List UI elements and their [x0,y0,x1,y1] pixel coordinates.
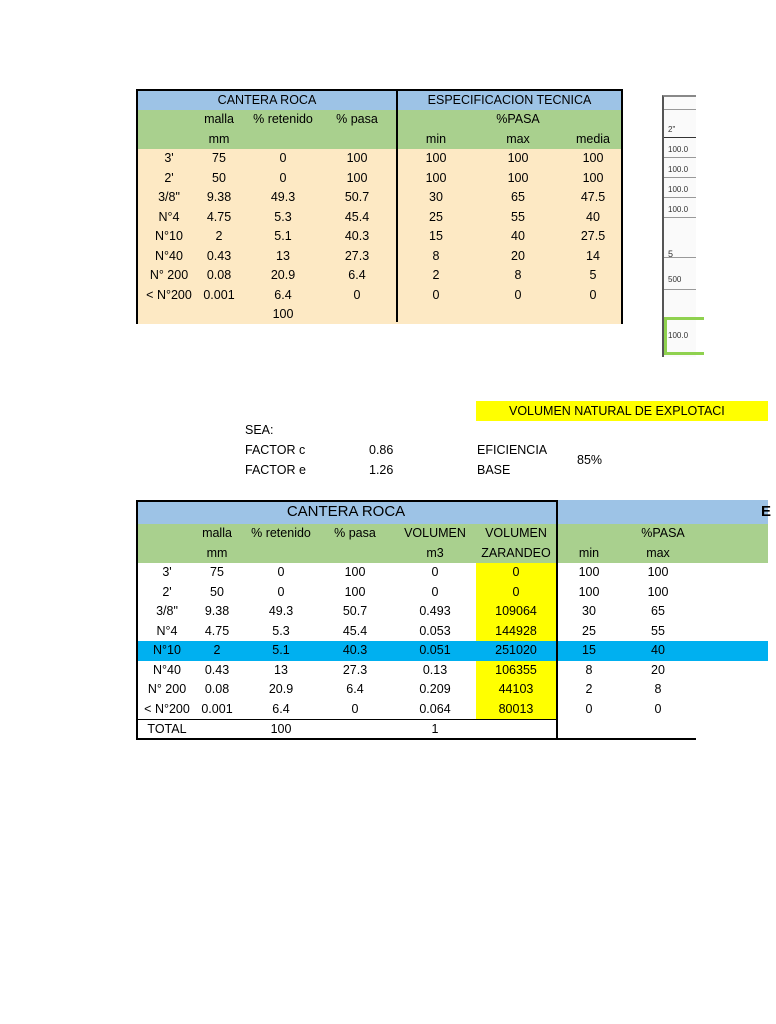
cell-max: 100 [647,565,669,579]
cell-sieve: N°40 [155,248,183,263]
image-label: 100.0 [668,185,689,194]
factor-e-label: FACTOR e [245,463,306,477]
header-m3: m3 [426,545,444,560]
cell-retenido: 5.3 [272,623,290,638]
header-zarandeo: ZARANDEO [481,545,551,560]
embedded-table-image [662,95,696,357]
cell-media: 47.5 [580,190,606,204]
cell-retenido: 0 [279,170,287,185]
base-label: BASE [477,463,511,477]
cell-retenido: 20.9 [270,268,296,282]
cell-min: 8 [432,248,440,263]
cell-min: 15 [582,643,596,657]
cell-sieve: 3' [164,151,174,165]
cell-sieve: TOTAL [147,722,187,736]
cell-pasa: 100 [346,151,368,165]
image-label: 5 [668,249,674,259]
image-label: 100.0 [668,145,689,154]
cell-min: 8 [585,662,593,677]
table2-frame [136,500,558,740]
cell-min: 25 [429,209,443,224]
cell-volumen-zarandeo: 106355 [476,661,556,681]
cell-max: 100 [507,151,529,165]
table1-header-row-2 [138,130,621,150]
cell-sieve: 2' [164,170,174,185]
header-max: max [646,545,670,560]
cell-malla-mm: 75 [212,151,226,165]
cell-pasa: 50.7 [344,190,370,204]
cell-malla-mm: 4.75 [206,209,232,224]
header-retenido: % retenido [251,526,311,540]
table2-divider [556,500,558,740]
cell-malla-mm: 50 [210,584,224,599]
cell-pasa: 27.3 [342,662,368,677]
header-mm: mm [206,545,228,560]
cell-retenido: 49.3 [270,190,296,204]
cell-retenido: 49.3 [268,604,294,618]
cell-malla-mm: 0.08 [204,682,230,696]
image-label: 100.0 [668,165,689,174]
header-pct-pasa: %PASA [496,112,540,126]
cell-min: 25 [582,623,596,638]
cell-min: 100 [425,151,447,165]
image-label: 2" [668,125,676,134]
cell-max: 55 [511,209,525,224]
table1-body [138,149,621,324]
cell-min: 100 [578,565,600,579]
table1-right-title: ESPECIFICACION TECNICA [427,93,592,107]
cell-min: 0 [585,701,593,716]
table2-right-title: E [760,503,771,520]
cell-malla-mm: 75 [210,565,224,579]
cell-sieve: N°4 [156,623,178,638]
image-label: 500 [668,275,682,284]
cell-sieve: N°10 [155,229,183,243]
cell-volumen-m3: 0.053 [419,623,451,638]
cell-sieve: < N°200 [144,701,190,716]
cell-volumen-m3: 0.493 [419,604,451,618]
cell-malla-mm: 0.08 [206,268,232,282]
efficiency-percent: 85% [577,453,603,467]
cell-max: 65 [511,190,525,204]
cell-pasa: 45.4 [344,209,370,224]
sieve-table-2 [136,500,771,740]
cell-max: 40 [511,229,525,243]
cell-pasa: 45.4 [342,623,368,638]
cell-malla-mm: 0.43 [204,662,230,677]
cell-malla-mm: 9.38 [204,604,230,618]
cell-max: 0 [514,287,522,302]
cell-max: 8 [654,682,662,696]
sea-label: SEA: [245,423,274,437]
header-volumen-m3: VOLUMEN [404,526,466,540]
header-pasa: % pasa [334,526,376,540]
cell-pasa: 50.7 [342,604,368,618]
cell-volumen-m3: 0 [431,584,439,599]
header-malla: malla [202,526,232,540]
cell-pasa: 100 [346,170,368,185]
volume-banner: VOLUMEN NATURAL DE EXPLOTACI [476,401,768,421]
cell-max: 40 [651,643,665,657]
cell-volumen-m3: 0.051 [419,643,451,657]
cell-volumen-zarandeo: 144928 [476,622,556,642]
cell-volumen-zarandeo: 0 [476,583,556,603]
cell-malla-mm: 2 [213,643,221,657]
cell-sieve: 3' [162,565,172,579]
cell-max: 0 [654,701,662,716]
header-max: max [506,131,530,146]
cell-min: 0 [432,287,440,302]
cell-volumen-zarandeo: 80013 [476,700,556,720]
table-row [138,305,621,325]
table-row [138,286,621,306]
table-row [138,169,621,189]
cell-sieve: N°10 [153,643,181,657]
cell-volumen-zarandeo: 251020 [495,643,537,657]
cell-sieve: 3/8" [158,190,180,204]
table1-left-title: CANTERA ROCA [217,93,317,107]
factor-c-value: 0.86 [369,443,394,457]
cell-max: 20 [511,248,525,263]
table1-title-row [138,91,621,110]
header-retenido: % retenido [253,112,313,126]
cell-retenido: 5.3 [274,209,292,224]
header-media: media [575,131,611,146]
cell-retenido: 20.9 [268,682,294,696]
cell-malla-mm: 0.001 [203,287,235,302]
cell-malla-mm: 2 [215,229,223,243]
cell-min: 30 [582,604,596,618]
cell-malla-mm: 0.43 [206,248,232,263]
cell-media: 5 [589,268,597,282]
cell-min: 100 [578,584,600,599]
cell-max: 8 [514,268,522,282]
cell-pasa: 40.3 [344,229,370,243]
cell-sieve: 3/8" [156,604,178,618]
cell-media: 0 [589,287,597,302]
cell-sieve: < N°200 [146,287,192,302]
cell-pasa: 40.3 [342,643,368,657]
cell-min: 100 [425,170,447,185]
header-malla: malla [204,112,234,126]
cell-media: 40 [586,209,600,224]
cell-retenido: 0 [277,584,285,599]
cell-pasa: 100 [344,584,366,599]
sieve-table-1 [136,89,623,324]
table-row [138,227,621,247]
cell-retenido: 100 [272,307,294,321]
cell-volumen-m3: 0 [431,565,439,579]
cell-retenido: 0 [279,151,287,165]
table-row [138,208,621,228]
header-min: min [578,545,600,560]
cell-sieve: N°4 [158,209,180,224]
table-row [138,188,621,208]
cell-min: 15 [429,229,443,243]
cell-volumen-m3: 0.13 [422,662,448,677]
cell-max: 100 [507,170,529,185]
cell-pasa: 100 [344,565,366,579]
header-min: min [425,131,447,146]
cell-pasa: 27.3 [344,248,370,263]
table-row [138,247,621,267]
cell-volumen-zarandeo: 109064 [476,602,556,622]
cell-retenido: 5.1 [274,229,292,243]
cell-min: 30 [429,190,443,204]
table2-bottom-line [556,738,696,740]
cell-pasa: 0 [351,701,359,716]
image-label: 100.0 [668,205,689,214]
cell-volumen-zarandeo: 0 [476,563,556,583]
eficiencia-label: EFICIENCIA [477,443,548,457]
cell-retenido: 100 [270,722,292,736]
cell-sieve: N° 200 [149,268,189,282]
cell-volumen-m3: 0.209 [419,682,451,696]
header-pct-pasa: %PASA [641,526,685,540]
cell-pasa: 6.4 [346,682,364,696]
cell-retenido: 13 [274,662,288,677]
cell-sieve: N°40 [153,662,181,677]
header-mm: mm [208,131,230,146]
cell-volumen-m3: 0.064 [419,701,451,716]
cell-media: 100 [582,151,604,165]
cell-sieve: N° 200 [147,682,187,696]
cell-retenido: 6.4 [272,701,290,716]
cell-retenido: 5.1 [272,643,290,657]
cell-media: 100 [582,170,604,185]
cell-max: 55 [651,623,665,638]
cell-max: 65 [651,604,665,618]
table2-title: CANTERA ROCA [286,503,406,520]
table-row [138,266,621,286]
cell-volumen-zarandeo: 44103 [476,680,556,700]
table1-header-row-1 [138,110,621,130]
cell-retenido: 0 [277,565,285,579]
cell-pasa: 0 [353,287,361,302]
cell-volumen-m3: 1 [431,722,439,736]
cell-min: 2 [585,682,593,696]
cell-media: 27.5 [580,229,606,243]
cell-min: 2 [432,268,440,282]
cell-malla-mm: 0.001 [201,701,233,716]
factor-e-value: 1.26 [369,463,394,477]
cell-max: 100 [647,584,669,599]
header-pasa: % pasa [336,112,378,126]
cell-sieve: 2' [162,584,172,599]
table1-divider [396,91,398,322]
cell-pasa: 6.4 [348,268,366,282]
cell-malla-mm: 9.38 [206,190,232,204]
cell-retenido: 13 [276,248,290,263]
cell-malla-mm: 50 [212,170,226,185]
cell-retenido: 6.4 [274,287,292,302]
table-row [138,149,621,169]
cell-malla-mm: 4.75 [204,623,230,638]
cell-media: 14 [586,248,600,263]
cell-max: 20 [651,662,665,677]
factor-c-label: FACTOR c [245,443,306,457]
header-volumen-zarandeo: VOLUMEN [485,526,547,540]
image-label: 100.0 [668,331,689,340]
